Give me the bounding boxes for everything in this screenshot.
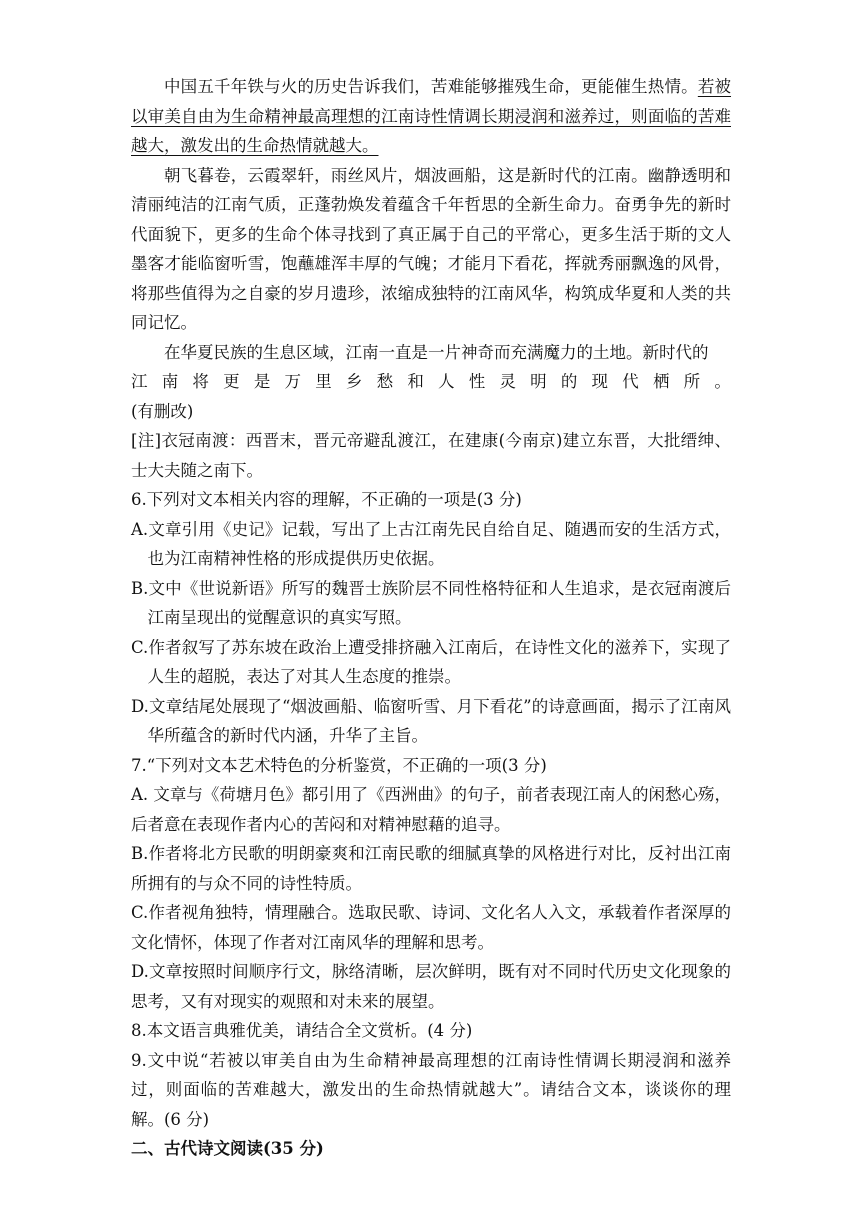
question-stem: 8.本文语言典雅优美，请结合全文赏析。(4 分) <box>131 1021 473 1040</box>
source-note: (有删改) <box>131 401 194 421</box>
footnote: [注]衣冠南渡：西晋末，晋元帝避乱渡江，在建康(今南京)建立东晋，大批缙绅、士大夫随之南下。 <box>131 431 731 480</box>
passage-paragraph-3-spread-line <box>131 367 731 397</box>
spread-char: 愁 <box>376 372 394 391</box>
passage-paragraph-3-line-1: 在华夏民族的生息区域，江南一直是一片神奇而充满魔力的土地。新时代的 <box>164 342 709 362</box>
question-9 <box>131 1046 731 1135</box>
spread-char: 南 <box>161 372 179 391</box>
question-8 <box>131 1016 731 1046</box>
question-list <box>131 485 731 1134</box>
question-7 <box>131 751 731 1017</box>
document-page <box>131 72 731 1164</box>
spread-char: 代 <box>622 372 639 391</box>
spread-char: 的 <box>560 372 578 391</box>
spread-char: 人 <box>438 372 455 391</box>
spread-char: 更 <box>223 372 240 391</box>
option-b: B.作者将北方民歌的明朗豪爽和江南民歌的细腻真挚的风格进行对比，反衬出江南所拥有的与众不同的诗性特质。 <box>131 844 731 893</box>
spread-char: 乡 <box>345 372 363 391</box>
question-stem: 7.“下列对文本艺术特色的分析鉴赏，不正确的一项(3 分) <box>131 755 547 775</box>
spread-char: 江 <box>131 372 148 391</box>
passage-p1-plain: 中国五千年铁与火的历史告诉我们，苦难能够摧残生命，更能催生热情。 <box>164 77 698 96</box>
passage-p1-underlined: 若被以审美自由为生命精神最高理想的江南诗性情调长期浸润和滋养过，则面临的苦难越大，激发出的生命热情就越大。 <box>131 77 732 155</box>
spread-char: 栖 <box>652 372 670 391</box>
question-stem: 6.下列对文本相关内容的理解，不正确的一项是(3 分) <box>131 490 522 509</box>
spread-char: 。 <box>714 372 731 391</box>
option-d: D.文章结尾处展现了“烟波画船、临窗听雪、月下看花”的诗意画面，揭示了江南风华所蕴含的新时代内涵，升华了主旨。 <box>131 696 731 745</box>
spread-char: 里 <box>315 372 332 391</box>
spread-char: 现 <box>591 372 609 391</box>
spread-char: 所 <box>683 372 701 391</box>
spread-char: 万 <box>284 372 302 391</box>
spread-char: 明 <box>530 372 547 391</box>
spread-char: 和 <box>407 372 424 391</box>
passage-paragraph-2: 朝飞暮卷，云霞翠轩，雨丝风片，烟波画船，这是新时代的江南。幽静透明和清丽纯洁的江南气质，正蓬勃焕发着蕴含千年哲思的全新生命力。奋勇争先的新时代面貌下，更多的生命个体寻找到了真正属于自己的平常心，更多生活于斯的文人墨客才能临窗听雪，饱蘸雄浑丰厚的气魄；才能月下看花，挥就秀丽飘逸的风骨，将那些值得为之自豪的岁月遗珍，浓缩成独特的江南风华，构筑成华夏和人类的共同记忆。 <box>131 165 731 332</box>
option-c: C.作者视角独特，情理融合。选取民歌、诗词、文化名人入文，承载着作者深厚的文化情怀，体现了作者对江南风华的理解和思考。 <box>131 903 731 952</box>
spread-char: 性 <box>468 372 486 391</box>
spread-char: 是 <box>253 372 271 391</box>
option-c: C.作者叙写了苏东坡在政治上遭受排挤融入江南后，在诗性文化的滋养下，实现了人生的超脱，表达了对其人生态度的推崇。 <box>131 637 731 686</box>
option-a: A.文章引用《史记》记载，写出了上古江南先民自给自足、随遇而安的生活方式，也为江南精神性格的形成提供历史依据。 <box>131 519 731 568</box>
spread-char: 将 <box>192 372 209 391</box>
option-d: D.文章按照时间顺序行文，脉络清晰，层次鲜明，既有对不同时代历史文化现象的思考，又有对现实的观照和对未来的展望。 <box>131 962 731 1011</box>
spread-char: 灵 <box>499 372 516 391</box>
section-heading: 二、古代诗文阅读(35 分) <box>131 1139 324 1158</box>
option-a: A. 文章与《荷塘月色》都引用了《西洲曲》的句子，前者表现江南人的闲愁心殇，后者意在表现作者内心的苦闷和对精神慰藉的追寻。 <box>131 785 731 834</box>
question-6 <box>131 485 731 751</box>
option-b: B.文中《世说新语》所写的魏晋士族阶层不同性格特征和人生追求，是衣冠南渡后江南呈现出的觉醒意识的真实写照。 <box>131 578 731 627</box>
question-stem: 9.文中说“若被以审美自由为生命精神最高理想的江南诗性情调长期浸润和滋养过，则面临的苦难越大，激发出的生命热情就越大”。请结合文本，谈谈你的理解。(6 分) <box>131 1050 731 1129</box>
passage-paragraph-1 <box>131 72 731 161</box>
